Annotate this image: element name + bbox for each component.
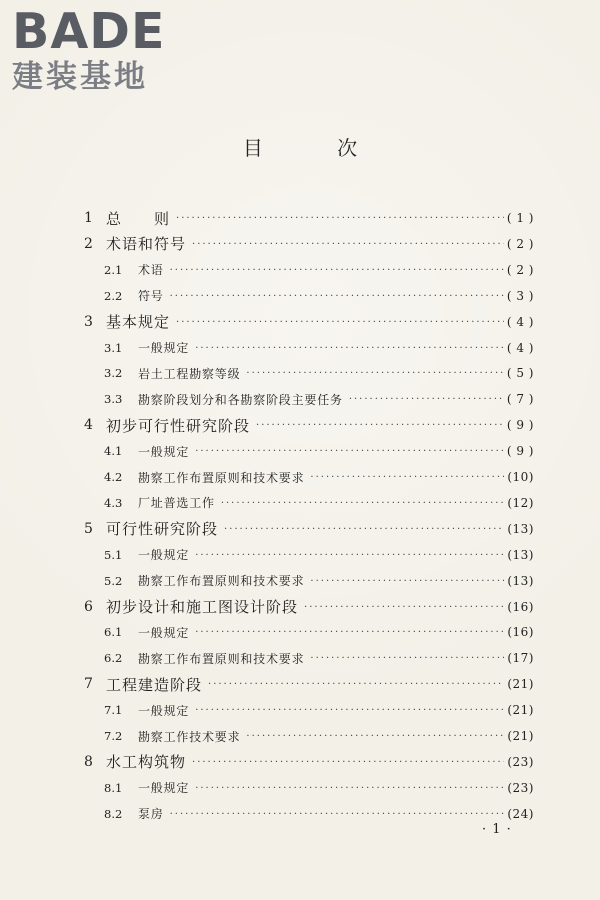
toc-entry-title: 勘察工作技术要求 bbox=[138, 729, 241, 744]
toc-entry-page: (10) bbox=[507, 470, 534, 484]
toc-entry-page: ( 4 ) bbox=[506, 314, 534, 329]
toc-entry-number: 7.1 bbox=[104, 703, 123, 718]
dot-leader bbox=[256, 421, 504, 431]
toc-section-row[interactable] bbox=[84, 466, 534, 488]
toc-entry-page: ( 5 ) bbox=[506, 366, 534, 381]
dot-leader bbox=[208, 680, 504, 690]
toc-entry-page: (24) bbox=[507, 806, 534, 821]
toc-entry-number: 2.1 bbox=[104, 262, 123, 277]
toc-entry-page: (23) bbox=[507, 780, 534, 795]
toc-entry-title: 可行性研究阶段 bbox=[106, 520, 219, 539]
toc-entry-page: ( 3 ) bbox=[506, 288, 534, 303]
toc-entry-number: 8 bbox=[84, 753, 93, 770]
dot-leader bbox=[195, 551, 504, 561]
toc-entry-title: 勘察工作布置原则和技术要求 bbox=[138, 651, 305, 666]
toc-entry-title: 术语和符号 bbox=[106, 235, 187, 254]
dot-leader bbox=[224, 525, 504, 535]
toc-entry-title: 一般规定 bbox=[138, 444, 190, 459]
toc-entry-number: 1 bbox=[84, 210, 93, 226]
toc-entry-title: 工程建造阶段 bbox=[106, 675, 203, 694]
toc-entry-page: ( 4 ) bbox=[506, 340, 534, 355]
dot-leader bbox=[170, 292, 504, 302]
toc-chapter-row[interactable] bbox=[84, 233, 534, 255]
dot-leader bbox=[246, 369, 503, 379]
dot-leader bbox=[195, 784, 504, 794]
toc-entry-title: 基本规定 bbox=[106, 313, 171, 332]
toc-entry-title: 水工构筑物 bbox=[106, 753, 187, 772]
toc-section-row[interactable] bbox=[84, 259, 534, 281]
page-number: · 1 · bbox=[482, 822, 512, 837]
toc-entry-number: 4 bbox=[84, 417, 93, 434]
toc-entry-number: 3.1 bbox=[104, 340, 123, 355]
dot-leader bbox=[176, 318, 504, 328]
dot-leader bbox=[195, 706, 504, 716]
toc-entry-number: 4.3 bbox=[104, 495, 123, 510]
toc-entry-page: ( 1 ) bbox=[506, 211, 534, 225]
toc-entry-number: 3 bbox=[84, 313, 93, 330]
dot-leader bbox=[310, 577, 504, 587]
dot-leader bbox=[176, 214, 504, 224]
toc-entry-number: 4.2 bbox=[104, 470, 123, 484]
toc-entry-page: (21) bbox=[507, 703, 534, 718]
logo bbox=[12, 3, 182, 96]
toc-entry-number: 5.1 bbox=[104, 547, 123, 562]
toc-entry-page: ( 7 ) bbox=[506, 392, 534, 407]
dot-leader bbox=[195, 344, 504, 354]
toc-entry-page: (23) bbox=[507, 754, 534, 769]
toc-entry-title: 岩土工程勘察等级 bbox=[138, 366, 241, 381]
dot-leader bbox=[170, 810, 505, 820]
toc-section-row[interactable] bbox=[84, 337, 534, 359]
toc-section-row[interactable] bbox=[84, 777, 534, 799]
toc-chapter-row[interactable] bbox=[84, 518, 534, 540]
toc-entry-page: ( 9 ) bbox=[506, 444, 534, 459]
toc-entry-page: (16) bbox=[507, 625, 534, 640]
toc-entry-number: 8.1 bbox=[104, 780, 123, 795]
dot-leader bbox=[304, 603, 504, 613]
dot-leader bbox=[192, 240, 504, 250]
dot-leader bbox=[310, 654, 504, 664]
toc-entry-page: (17) bbox=[507, 651, 534, 666]
toc-section-row[interactable] bbox=[84, 570, 534, 592]
toc-entry-number: 5.2 bbox=[104, 573, 123, 588]
toc-entry-title: 一般规定 bbox=[138, 341, 190, 355]
toc-entry-title: 勘察工作布置原则和技术要求 bbox=[138, 574, 305, 589]
toc-title: 目 次 bbox=[242, 136, 392, 160]
toc-entry-number: 2.2 bbox=[104, 288, 123, 303]
toc-entry-title: 符号 bbox=[138, 289, 164, 304]
toc-entry-title: 术语 bbox=[138, 263, 164, 278]
toc-entry-number: 5 bbox=[84, 520, 93, 537]
toc-entry-number: 3.3 bbox=[104, 392, 123, 407]
toc-entry-title: 勘察工作布置原则和技术要求 bbox=[138, 470, 305, 485]
toc-section-row[interactable] bbox=[84, 621, 534, 643]
toc-entry-title: 初步可行性研究阶段 bbox=[106, 416, 251, 435]
toc-entry-page: (12) bbox=[507, 495, 534, 510]
toc-section-row[interactable] bbox=[84, 440, 534, 462]
toc-entry-number: 4.1 bbox=[104, 444, 123, 459]
toc-chapter-row[interactable] bbox=[84, 751, 534, 773]
toc-section-row[interactable] bbox=[84, 362, 534, 384]
toc-entry-title: 初步设计和施工图设计阶段 bbox=[106, 598, 299, 616]
dot-leader bbox=[221, 499, 505, 509]
toc-section-row[interactable] bbox=[84, 803, 534, 825]
toc-entry-number: 7 bbox=[84, 676, 93, 693]
toc-entry-title: 一般规定 bbox=[138, 548, 190, 563]
toc-entry-page: ( 2 ) bbox=[506, 262, 534, 277]
toc-entry-number: 7.2 bbox=[104, 729, 123, 743]
dot-leader bbox=[192, 758, 504, 768]
dot-leader bbox=[195, 447, 504, 457]
dot-leader bbox=[170, 266, 504, 276]
logo-wordmark: BADE bbox=[12, 3, 166, 60]
toc-entry-page: (21) bbox=[507, 729, 534, 743]
dot-leader bbox=[246, 732, 504, 742]
toc-section-row[interactable] bbox=[84, 492, 534, 514]
toc-section-row[interactable] bbox=[84, 388, 534, 410]
toc-entry-title: 一般规定 bbox=[138, 781, 190, 796]
toc-entry-page: (13) bbox=[507, 547, 534, 562]
toc-entry-number: 3.2 bbox=[104, 366, 123, 381]
toc-section-row[interactable] bbox=[84, 285, 534, 307]
toc-entry-number: 6.2 bbox=[104, 651, 123, 666]
dot-leader bbox=[349, 395, 504, 405]
toc-entry-page: (13) bbox=[507, 521, 534, 536]
dot-leader bbox=[310, 473, 504, 483]
toc-entry-number: 2 bbox=[84, 235, 93, 252]
toc-entry-page: ( 2 ) bbox=[506, 236, 534, 251]
dot-leader bbox=[195, 628, 504, 638]
toc-chapter-row[interactable] bbox=[84, 596, 534, 618]
toc-chapter-row[interactable] bbox=[84, 207, 534, 229]
toc-entry-title: 一般规定 bbox=[138, 703, 190, 718]
toc-entry-number: 6.1 bbox=[104, 625, 123, 640]
logo-subtitle: 建装基地 bbox=[12, 59, 148, 95]
toc-entry-page: (13) bbox=[507, 573, 534, 588]
toc-entry-title: 勘察阶段划分和各勘察阶段主要任务 bbox=[138, 392, 343, 407]
toc-section-row[interactable] bbox=[84, 699, 534, 721]
toc-entry-title: 厂址普选工作 bbox=[138, 496, 215, 511]
toc-section-row[interactable] bbox=[84, 647, 534, 669]
toc-entry-number: 6 bbox=[84, 598, 93, 615]
toc-entry-title: 一般规定 bbox=[138, 625, 190, 640]
toc-entry-title: 泵房 bbox=[138, 807, 164, 822]
toc-entry-page: ( 9 ) bbox=[506, 418, 534, 433]
toc-entry-page: (16) bbox=[507, 599, 534, 614]
toc-section-row[interactable] bbox=[84, 725, 534, 747]
toc-entry-title: 总 则 bbox=[106, 209, 171, 228]
toc-chapter-row[interactable] bbox=[84, 673, 534, 695]
toc-entry-page: (21) bbox=[507, 677, 534, 692]
toc-chapter-row[interactable] bbox=[84, 414, 534, 436]
toc-entry-number: 8.2 bbox=[104, 806, 123, 821]
toc-section-row[interactable] bbox=[84, 544, 534, 566]
toc-chapter-row[interactable] bbox=[84, 311, 534, 333]
